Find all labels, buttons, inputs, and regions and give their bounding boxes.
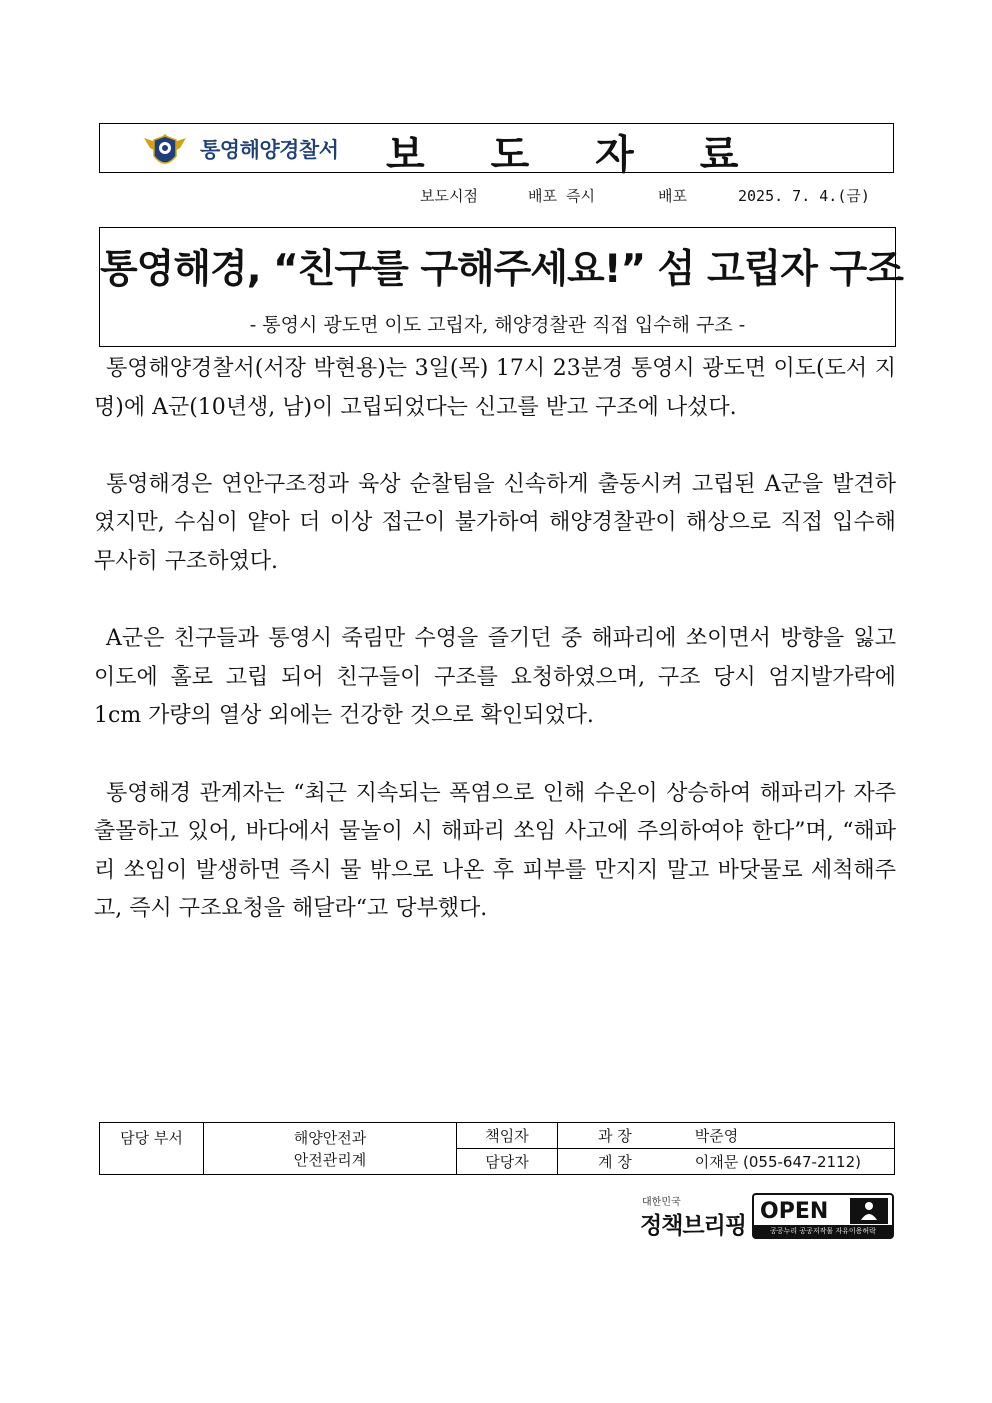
release-date: 2025. 7. 4.(금) <box>738 187 870 205</box>
open-sub: 공공누리 공공저작물 자유이용허락 <box>754 1225 892 1237</box>
release-time-label: 보도시점 <box>420 187 478 205</box>
open-label: OPEN <box>760 1199 829 1224</box>
release-dist-label: 배포 <box>658 187 687 205</box>
role-cell: 담당자 <box>457 1149 558 1175</box>
doc-type-title: 보 도 자 료 <box>386 132 765 178</box>
person-name: 박준영 <box>694 1127 739 1145</box>
dept-line: 안전관리계 <box>293 1150 367 1169</box>
headline: 통영해경, “친구를 구해주세요!” 섬 고립자 구조 <box>100 247 903 292</box>
paragraph: 통영해경 관계자는 “최근 지속되는 폭염으로 인해 수온이 상승하여 해파리가 자주 출몰하고 있어, 바다에서 물놀이 시 해파리 쏘임 사고에 주의하여야 한다”며, “해파리 쏘임이 발생하면 즉시 물 밖으로 나온 후 피부를 만지지 말고 바닷물로 세척해주고, 즉시 구조요청을 해달라“고 당부했다. <box>94 780 896 922</box>
contact-table <box>99 1122 895 1175</box>
subheadline: - 통영시 광도면 이도 고립자, 해양경찰관 직접 입수해 구조 - <box>249 314 746 336</box>
org-name: 통영해양경찰서 <box>200 138 339 162</box>
table-row <box>100 1123 895 1149</box>
kogl-open-badge <box>752 1193 894 1239</box>
dept-label: 담당 부서 <box>100 1123 204 1175</box>
dept-line: 해양안전과 <box>293 1128 367 1147</box>
person-cell <box>558 1149 895 1175</box>
article-body <box>94 350 896 968</box>
paragraph: 통영해양경찰서(서장 박현용)는 3일(목) 17시 23분경 통영시 광도면 이도(도서 지명)에 A군(10년생, 남)이 고립되었다는 신고를 받고 구조에 나섰다. <box>94 356 896 420</box>
role-cell: 책임자 <box>457 1123 558 1149</box>
person-title: 계 장 <box>598 1153 632 1171</box>
title-box <box>99 227 903 347</box>
footer-logos <box>636 1193 896 1241</box>
coast-guard-emblem-icon <box>142 126 188 172</box>
briefing-logo-main: 정책브리핑 <box>640 1213 747 1239</box>
attribution-icon <box>850 1198 888 1224</box>
person-cell <box>558 1123 895 1149</box>
header-box <box>99 123 894 178</box>
person-name: 이재문 (055-647-2112) <box>694 1153 861 1171</box>
person-title: 과 장 <box>598 1127 632 1145</box>
paragraph: A군은 친구들과 통영시 죽림만 수영을 즐기던 중 해파리에 쏘이면서 방향을 잃고 이도에 홀로 고립 되어 친구들이 구조를 요청하였으며, 구조 당시 엄지발가락에 1cm 가량의 열상 외에는 건강한 것으로 확인되었다. <box>94 626 896 729</box>
release-time-value: 배포 즉시 <box>528 187 595 205</box>
briefing-logo-top: 대한민국 <box>642 1197 681 1208</box>
dept-name <box>204 1123 457 1175</box>
paragraph: 통영해경은 연안구조정과 육상 순찰팀을 신속하게 출동시켜 고립된 A군을 발견하였지만, 수심이 얕아 더 이상 접근이 불가하여 해양경찰관이 해상으로 직접 입수해 무사히 구조하였다. <box>94 471 896 574</box>
